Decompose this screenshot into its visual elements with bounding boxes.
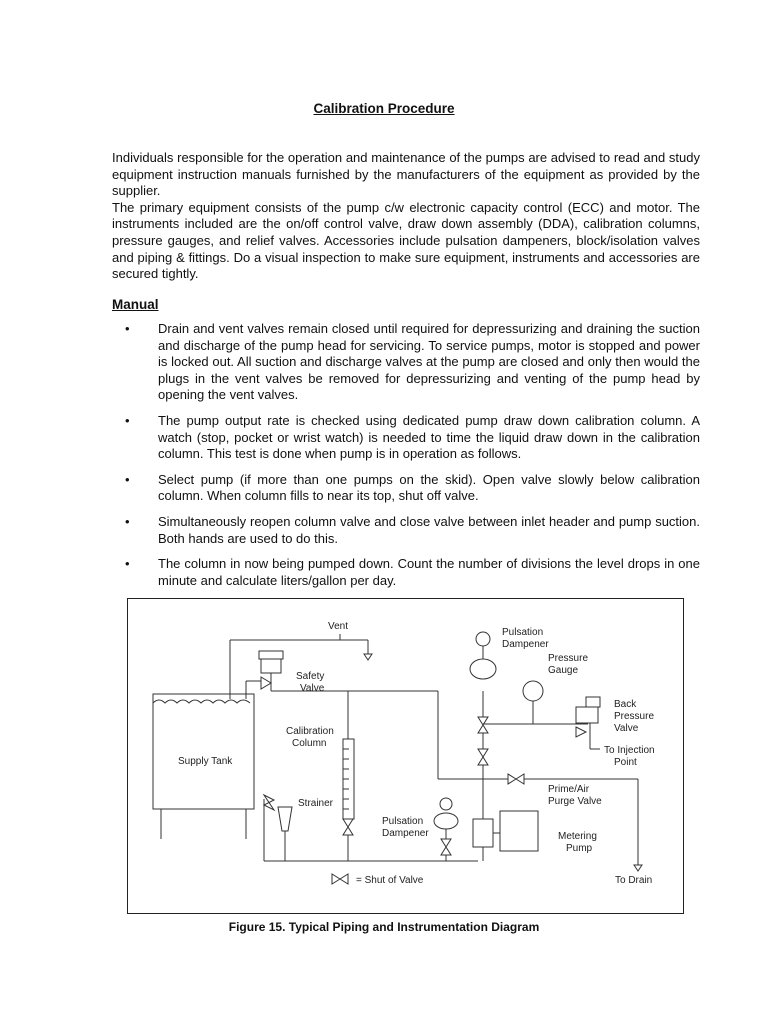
bullet-text: Select pump (if more than one pumps on the skid). Open valve slowly below calibration column. When column fills to near its top, shut off valve. (158, 471, 700, 504)
shut-off-valve-legend-icon (332, 874, 348, 884)
intro-text (112, 150, 700, 283)
dampener-low-valve-icon (441, 839, 451, 855)
riser-valve-icon (478, 717, 488, 733)
page-title: Calibration Procedure (313, 101, 455, 116)
label-metering-pump-1: Metering (558, 831, 597, 842)
bullet-icon: • (125, 471, 130, 487)
label-metering-pump-2: Pump (566, 843, 593, 854)
tank-outlet-valve-icon (264, 795, 274, 810)
label-back-pressure-valve-2: Pressure (614, 711, 655, 722)
bullet-text: Drain and vent valves remain closed until required for depressurizing and draining the suction and discharge of the pump head for servicing. To service pumps, motor is stopped and power is locked out. All suction and discharge valves at the pump are closed and only then would the plugs in the vent valves be removed for depressurizing and venting of the pump head by opening the vent valves. (158, 321, 700, 403)
label-pulsation-dampener-low-1: Pulsation (382, 816, 424, 827)
label-safety-valve-2: Valve (300, 683, 325, 694)
pulsation-dampener-low-shape (434, 813, 458, 829)
label-to-drain: To Drain (615, 875, 653, 886)
strainer-icon (278, 807, 292, 831)
label-calibration-column-1: Calibration (286, 726, 334, 737)
piping-diagram-figure (127, 598, 684, 914)
column-valve-icon (343, 819, 353, 835)
back-pressure-valve-body (576, 707, 598, 723)
bullet-text: The pump output rate is checked using dedicated pump draw down calibration column. A watch (stop, pocket or wrist watch) is needed to time the liquid draw down in the calibration column. This test is done when pump is in operation as follows. (158, 412, 700, 462)
label-back-pressure-valve-1: Back (614, 699, 637, 710)
bullet-icon: • (125, 513, 130, 529)
list-item (112, 321, 700, 404)
riser-valve-2-icon (478, 749, 488, 765)
bullet-text: The column in now being pumped down. Count the number of divisions the level drops in one minute and calculate liters/gallon per day. (158, 556, 700, 588)
label-to-injection-point-1: To Injection (604, 745, 655, 756)
bullet-icon: • (125, 412, 130, 428)
manual-bullet-list (112, 321, 700, 598)
figure-caption: Figure 15. Typical Piping and Instrumentation Diagram (228, 920, 540, 934)
metering-pump-shape (500, 811, 538, 851)
pressure-gauge-icon (523, 681, 543, 701)
drain-arrow-icon (634, 865, 642, 871)
list-item (112, 514, 700, 547)
safety-valve-icon (261, 677, 271, 689)
label-supply-tank: Supply Tank (178, 756, 233, 767)
vent-arrow-icon (364, 654, 372, 660)
label-to-injection-point-2: Point (614, 757, 637, 768)
safety-valve-body (261, 659, 281, 673)
piping-diagram (128, 599, 685, 915)
label-prime-air-purge-valve-2: Purge Valve (548, 796, 602, 807)
bullet-text: Simultaneously reopen column valve and close valve between inlet header and pump suction. Both hands are used to do this. (158, 513, 700, 546)
dampener-top-gauge-icon (476, 632, 490, 646)
back-pressure-valve-icon (576, 727, 586, 737)
label-pulsation-dampener-low-2: Dampener (382, 828, 429, 839)
list-item (112, 556, 700, 589)
label-pressure-gauge-2: Gauge (548, 665, 579, 676)
label-back-pressure-valve-3: Valve (614, 723, 639, 734)
label-prime-air-purge-valve-1: Prime/Air (548, 784, 590, 795)
label-pulsation-dampener-top-2: Dampener (502, 639, 549, 650)
section-heading-manual: Manual (112, 297, 159, 312)
label-safety-valve-1: Safety (296, 671, 325, 682)
label-shut-off-valve-legend: = Shut of Valve (356, 875, 424, 886)
label-vent: Vent (328, 621, 349, 632)
bullet-icon: • (125, 321, 130, 336)
back-pressure-valve-cap (586, 697, 600, 707)
label-calibration-column-2: Column (292, 738, 327, 749)
label-strainer: Strainer (298, 798, 334, 809)
purge-valve-icon (508, 774, 524, 784)
list-item (112, 413, 700, 463)
intro-paragraph-2: The primary equipment consists of the pump c/w electronic capacity control (ECC) and motor. The instruments included are the on/off control valve, draw down assembly (DDA), calibration columns, pressure gauges, and relief valves. Accessories include pulsation dampeners, block/isolation valves and piping & fittings. Do a visual inspection to make sure equipment, instruments and accessories are secured tightly. (112, 199, 700, 282)
safety-valve-cap (259, 651, 283, 659)
list-item (112, 472, 700, 505)
label-pulsation-dampener-top-1: Pulsation (502, 627, 544, 638)
bullet-icon: • (125, 556, 130, 572)
intro-paragraph-1: Individuals responsible for the operation and maintenance of the pumps are advised to read and study equipment instruction manuals furnished by the manufacturers of the equipment as provided by the supplier. (112, 150, 700, 199)
pulsation-dampener-top-shape (470, 659, 496, 679)
pump-head-shape (473, 819, 493, 847)
dampener-low-gauge-icon (440, 798, 452, 810)
label-pressure-gauge-1: Pressure (548, 653, 589, 664)
supply-tank-shape (153, 694, 254, 809)
